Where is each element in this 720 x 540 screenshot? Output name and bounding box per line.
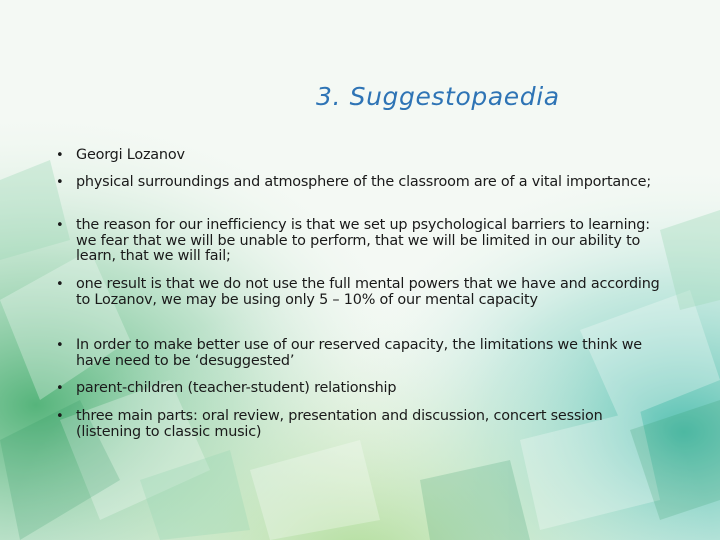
bullet-item: • parent-children (teacher-student) relationship (52, 381, 662, 397)
bullet-item: • three main parts: oral review, presentation and discussion, concert session (listening to classic music) (52, 409, 662, 440)
slide-title: 3. Suggestopaedia (316, 82, 560, 111)
bullet-item: • In order to make better use of our reserved capacity, the limitations we think we have need to be ‘desuggested’ (52, 338, 662, 369)
bullet-item: • physical surroundings and atmosphere of the classroom are of a vital importance; (52, 175, 662, 191)
bullet-item: • the reason for our inefficiency is that we set up psychological barriers to learning: we fear that we will be unable to perform, that we will be limited in our ability to learn, that we will fail; (52, 218, 662, 265)
bullet-item: • Georgi Lozanov (52, 148, 662, 164)
bullet-item: • one result is that we do not use the full mental powers that we have and according to Lozanov, we may be using only 5 – 10% of our mental capacity (52, 277, 662, 308)
